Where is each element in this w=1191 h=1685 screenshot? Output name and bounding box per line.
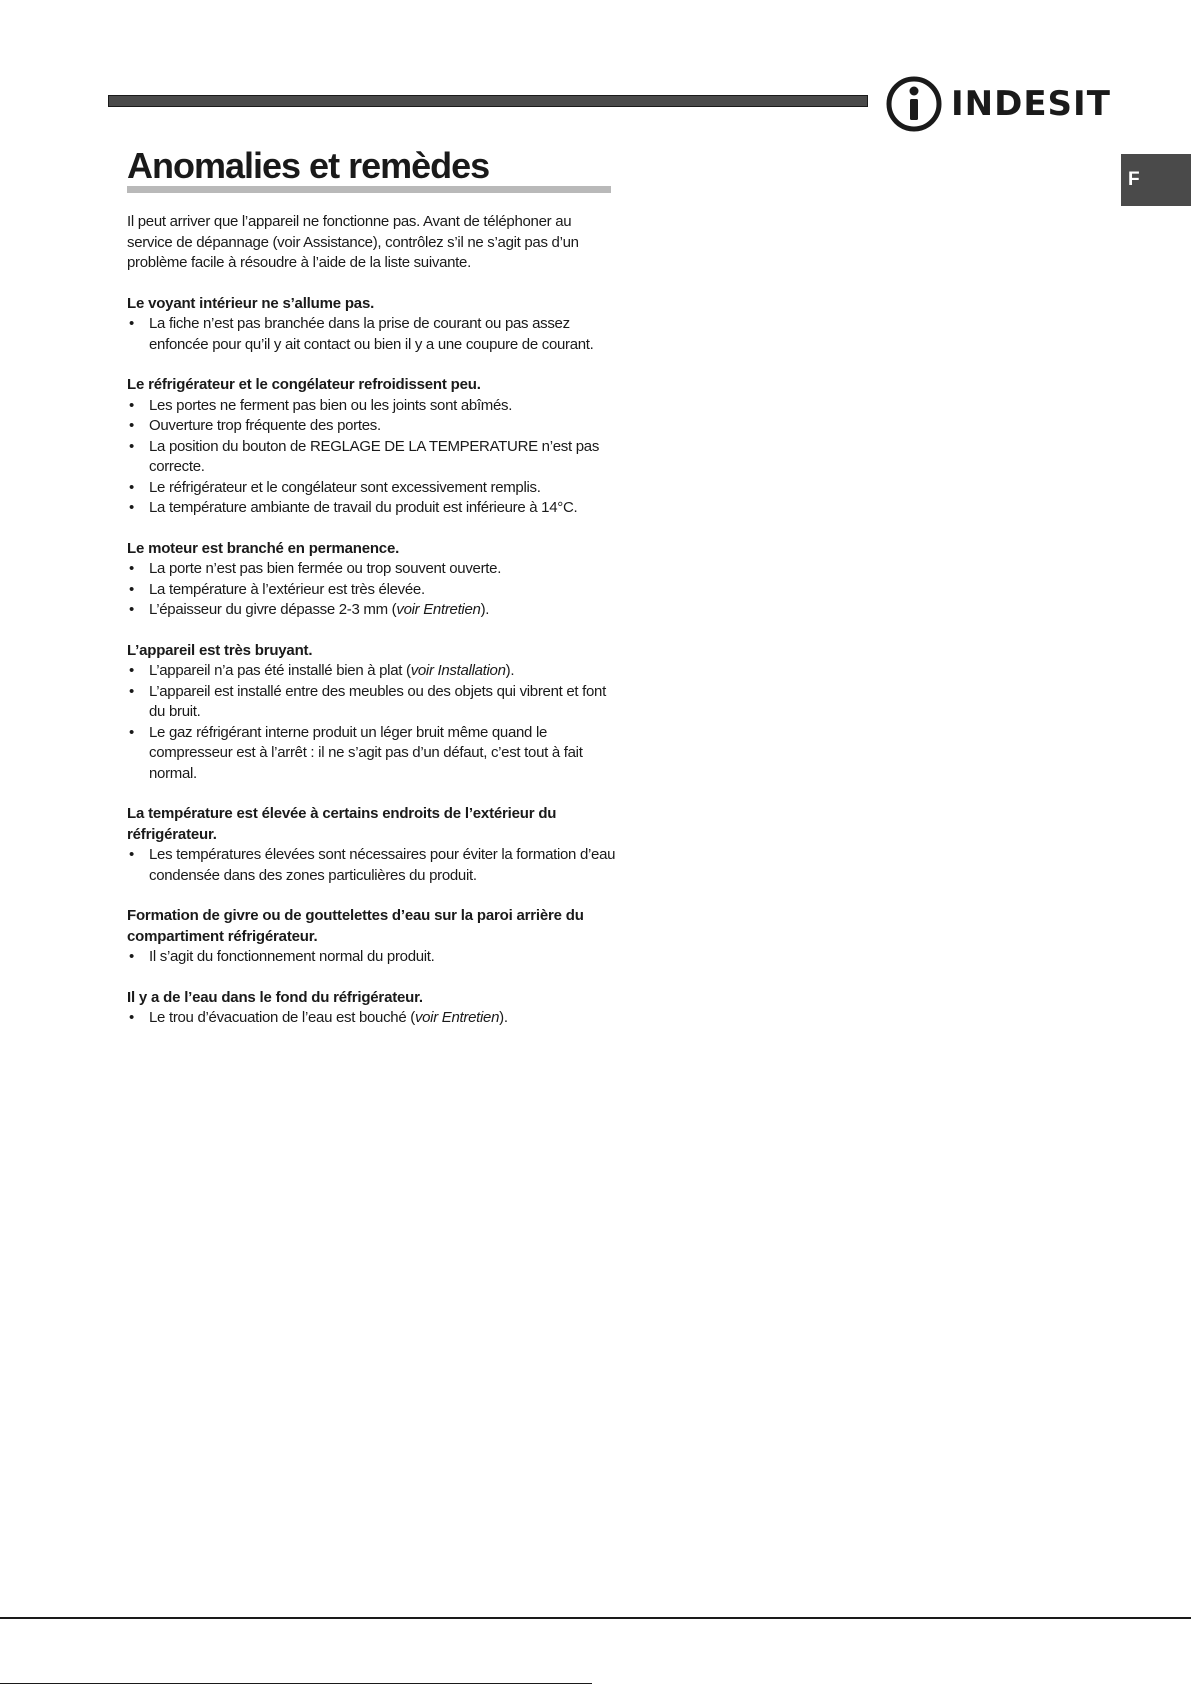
page-title: Anomalies et remèdes bbox=[127, 145, 490, 186]
list-item bbox=[127, 478, 617, 499]
item-text-end: ). bbox=[499, 1009, 508, 1026]
section-heading: Formation de givre ou de gouttelettes d’eau sur la paroi arrière du compartiment réfrigérateur. bbox=[127, 907, 584, 945]
list-item bbox=[127, 682, 617, 723]
troubleshooting-section bbox=[127, 641, 617, 785]
troubleshooting-section bbox=[127, 375, 617, 519]
bullet-list bbox=[127, 1008, 617, 1029]
troubleshooting-section bbox=[127, 988, 617, 1029]
header-bar bbox=[108, 95, 868, 107]
item-text: L’appareil n’a pas été installé bien à plat ( bbox=[149, 662, 411, 679]
item-text: Le trou d’évacuation de l’eau est bouché ( bbox=[149, 1009, 415, 1026]
list-item bbox=[127, 600, 617, 621]
item-text: Les températures élevées sont nécessaires pour éviter la formation d’eau condensée dans des zones particulières du produit. bbox=[149, 846, 616, 884]
bullet-list bbox=[127, 314, 617, 355]
bullet-list bbox=[127, 845, 617, 886]
intro-paragraph: Il peut arriver que l’appareil ne fonctionne pas. Avant de téléphoner au service de dépannage (voir Assistance), contrôlez s’il ne s’agit pas d’un problème facile à résoudre à l’aide de la liste suivante. bbox=[127, 213, 579, 271]
item-text: La température à l’extérieur est très élevée. bbox=[149, 580, 425, 598]
troubleshooting-section bbox=[127, 539, 617, 621]
section-heading: L’appareil est très bruyant. bbox=[127, 641, 313, 659]
item-text: Les portes ne ferment pas bien ou les joints sont abîmés. bbox=[149, 396, 513, 414]
list-item bbox=[127, 845, 617, 886]
item-text-end: ). bbox=[480, 601, 490, 618]
section-heading: Il y a de l’eau dans le fond du réfrigérateur. bbox=[127, 988, 423, 1006]
item-text: La température ambiante de travail du produit est inférieure à 14°C. bbox=[149, 499, 578, 516]
list-item bbox=[127, 580, 617, 601]
section-heading: La température est élevée à certains endroits de l’extérieur du réfrigérateur. bbox=[127, 805, 557, 843]
bullet-list bbox=[127, 396, 617, 519]
list-item bbox=[127, 947, 617, 968]
item-text: La position du bouton de REGLAGE DE LA TEMPERATURE n’est pas correcte. bbox=[149, 437, 600, 475]
content-column bbox=[127, 212, 617, 1049]
section-heading: Le moteur est branché en permanence. bbox=[127, 539, 400, 557]
list-item bbox=[127, 1008, 617, 1029]
sections-list bbox=[127, 294, 617, 1029]
item-text: Le réfrigérateur et le congélateur sont excessivement remplis. bbox=[149, 478, 541, 496]
item-text: La porte n’est pas bien fermée ou trop souvent ouverte. bbox=[149, 560, 502, 577]
item-reference: voir Installation bbox=[410, 662, 506, 679]
bullet-list bbox=[127, 559, 617, 621]
item-text: Il s’agit du fonctionnement normal du produit. bbox=[149, 948, 435, 965]
list-item bbox=[127, 661, 617, 682]
section-heading: Le réfrigérateur et le congélateur refroidissent peu. bbox=[127, 376, 481, 393]
list-item bbox=[127, 416, 617, 437]
language-tab-label: F bbox=[1128, 169, 1140, 190]
brand-logo bbox=[885, 74, 1111, 134]
language-tab bbox=[1121, 154, 1191, 206]
item-reference: voir Entretien bbox=[414, 1009, 500, 1026]
bullet-list bbox=[127, 947, 617, 968]
footer-rule bbox=[0, 1617, 1191, 1619]
list-item bbox=[127, 314, 617, 355]
item-text: Le gaz réfrigérant interne produit un léger bruit même quand le compresseur est à l’arrêt : il ne s’agit pas d’un défaut, c’est tout à fait normal. bbox=[149, 723, 583, 782]
brand-name: INDESIT bbox=[951, 84, 1111, 124]
list-item bbox=[127, 437, 617, 478]
troubleshooting-section bbox=[127, 804, 617, 886]
item-text: Ouverture trop fréquente des portes. bbox=[149, 417, 381, 434]
item-text: La fiche n’est pas branchée dans la prise de courant ou pas assez enfoncée pour qu’il y ait contact ou bien il y a une coupure de courant. bbox=[149, 315, 594, 353]
troubleshooting-section bbox=[127, 906, 617, 968]
item-reference: voir Entretien bbox=[396, 601, 481, 618]
item-text: L’appareil est installé entre des meubles ou des objets qui vibrent et font du bruit. bbox=[149, 682, 606, 720]
list-item bbox=[127, 723, 617, 785]
info-i-icon bbox=[885, 75, 943, 133]
title-underline bbox=[127, 186, 611, 193]
list-item bbox=[127, 559, 617, 580]
section-heading: Le voyant intérieur ne s’allume pas. bbox=[127, 294, 375, 312]
footer-rule-lower bbox=[0, 1683, 592, 1684]
item-text-end: ). bbox=[505, 662, 515, 679]
item-text: L’épaisseur du givre dépasse 2-3 mm ( bbox=[149, 601, 397, 618]
list-item bbox=[127, 396, 617, 417]
troubleshooting-section bbox=[127, 294, 617, 356]
list-item bbox=[127, 498, 617, 519]
bullet-list bbox=[127, 661, 617, 784]
